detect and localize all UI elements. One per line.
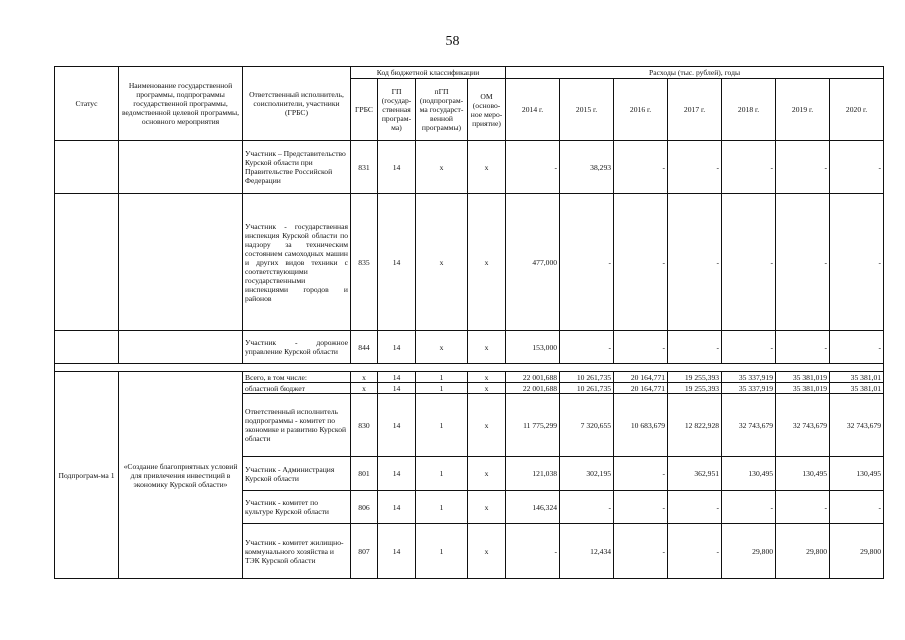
gp-cell: 14 <box>378 491 416 524</box>
header-year: 2016 г. <box>614 79 668 141</box>
value-cell: - <box>830 141 884 194</box>
value-cell: 130,495 <box>722 457 776 491</box>
pgp-cell: 1 <box>416 394 468 457</box>
value-cell: 35 337,919 <box>722 372 776 383</box>
value-cell: - <box>560 331 614 364</box>
value-cell: 7 320,655 <box>560 394 614 457</box>
grbs-cell: 835 <box>351 194 378 331</box>
value-cell: - <box>506 141 560 194</box>
pgp-cell: 1 <box>416 524 468 579</box>
value-cell: 11 775,299 <box>506 394 560 457</box>
responsible-cell: Участник – Представительство Курской области при Правительстве Российской Федерации <box>243 141 351 194</box>
grbs-cell: 807 <box>351 524 378 579</box>
value-cell: - <box>722 141 776 194</box>
value-cell: 20 164,771 <box>614 372 668 383</box>
value-cell: 32 743,679 <box>830 394 884 457</box>
value-cell: 10 261,735 <box>560 372 614 383</box>
value-cell: - <box>506 524 560 579</box>
value-cell: 12 822,928 <box>668 394 722 457</box>
grbs-cell: х <box>351 383 378 394</box>
om-cell: х <box>468 372 506 383</box>
value-cell: 35 337,919 <box>722 383 776 394</box>
header-year: 2017 г. <box>668 79 722 141</box>
value-cell: - <box>776 194 830 331</box>
table-row <box>55 194 884 331</box>
pgp-cell: х <box>416 194 468 331</box>
value-cell: - <box>722 491 776 524</box>
table-row <box>55 372 884 383</box>
header-expenses-group: Расходы (тыс. рублей), годы <box>506 67 884 79</box>
value-cell: 29,800 <box>776 524 830 579</box>
value-cell: - <box>614 194 668 331</box>
name-cell-empty <box>119 141 243 194</box>
value-cell: 477,000 <box>506 194 560 331</box>
grbs-cell: 844 <box>351 331 378 364</box>
gp-cell: 14 <box>378 457 416 491</box>
value-cell: 35 381,01 <box>830 383 884 394</box>
page-number: 58 <box>445 34 460 49</box>
om-cell: х <box>468 331 506 364</box>
value-cell: - <box>830 491 884 524</box>
header-year: 2015 г. <box>560 79 614 141</box>
pgp-cell: х <box>416 141 468 194</box>
table-row <box>55 331 884 364</box>
header-pgp: пГП (подпрограм-ма государст-венной программы) <box>416 79 468 141</box>
om-cell: х <box>468 457 506 491</box>
value-cell: - <box>830 194 884 331</box>
gp-cell: 14 <box>378 331 416 364</box>
value-cell: 362,951 <box>668 457 722 491</box>
value-cell: 38,293 <box>560 141 614 194</box>
responsible-cell: Всего, в том числе: <box>243 372 351 383</box>
grbs-cell: 806 <box>351 491 378 524</box>
responsible-cell: Участник - Администрация Курской области <box>243 457 351 491</box>
spacer-row <box>55 364 884 372</box>
om-cell: х <box>468 491 506 524</box>
value-cell: 19 255,393 <box>668 383 722 394</box>
value-cell: 32 743,679 <box>722 394 776 457</box>
value-cell: 20 164,771 <box>614 383 668 394</box>
pgp-cell: 1 <box>416 372 468 383</box>
responsible-cell: Ответственный исполнитель подпрограммы - комитет по экономике и развитию Курской области <box>243 394 351 457</box>
header-budget-code-group: Код бюджетной классификации <box>351 67 506 79</box>
gp-cell: 14 <box>378 372 416 383</box>
grbs-cell: 831 <box>351 141 378 194</box>
gp-cell: 14 <box>378 394 416 457</box>
value-cell: 35 381,01 <box>830 372 884 383</box>
value-cell: - <box>668 331 722 364</box>
subprogram-status: Подпрограм-ма 1 <box>55 372 119 579</box>
value-cell: 35 381,019 <box>776 372 830 383</box>
header-responsible: Ответственный исполнитель, соисполнители, участники (ГРБС) <box>243 67 351 141</box>
pgp-cell: 1 <box>416 457 468 491</box>
responsible-cell: Участник - дорожное управление Курской области <box>243 331 351 364</box>
om-cell: х <box>468 141 506 194</box>
value-cell: - <box>722 331 776 364</box>
status-cell-empty <box>55 194 119 331</box>
table-row <box>55 141 884 194</box>
responsible-cell: областной бюджет <box>243 383 351 394</box>
value-cell: 130,495 <box>830 457 884 491</box>
name-cell-empty <box>119 331 243 364</box>
status-cell-empty <box>55 141 119 194</box>
value-cell: 35 381,019 <box>776 383 830 394</box>
value-cell: 12,434 <box>560 524 614 579</box>
value-cell: 302,195 <box>560 457 614 491</box>
grbs-cell: 801 <box>351 457 378 491</box>
value-cell: - <box>614 457 668 491</box>
name-cell-empty <box>119 194 243 331</box>
om-cell: х <box>468 194 506 331</box>
status-cell-empty <box>55 331 119 364</box>
value-cell: - <box>668 141 722 194</box>
value-cell: 153,000 <box>506 331 560 364</box>
value-cell: - <box>668 194 722 331</box>
value-cell: - <box>830 331 884 364</box>
value-cell: - <box>668 491 722 524</box>
header-status: Статус <box>55 67 119 141</box>
header-year: 2020 г. <box>830 79 884 141</box>
pgp-cell: 1 <box>416 491 468 524</box>
value-cell: - <box>614 524 668 579</box>
value-cell: 130,495 <box>776 457 830 491</box>
header-year: 2018 г. <box>722 79 776 141</box>
header-year: 2019 г. <box>776 79 830 141</box>
header-om: ОМ (осново-ное меро-приятие) <box>468 79 506 141</box>
responsible-cell: Участник - государственная инспекция Курской области по надзору за техническим состоянием самоходных машин и других видов техники с соответствующими государственными инспекциями городов и районов <box>243 194 351 331</box>
value-cell: 29,800 <box>722 524 776 579</box>
value-cell: 19 255,393 <box>668 372 722 383</box>
value-cell: - <box>560 194 614 331</box>
pgp-cell: 1 <box>416 383 468 394</box>
value-cell: 22 001,688 <box>506 383 560 394</box>
value-cell: 146,324 <box>506 491 560 524</box>
responsible-cell: Участник - комитет жилищно-коммунального хозяйства и ТЭК Курской области <box>243 524 351 579</box>
value-cell: - <box>722 194 776 331</box>
value-cell: 10 261,735 <box>560 383 614 394</box>
gp-cell: 14 <box>378 524 416 579</box>
value-cell: 29,800 <box>830 524 884 579</box>
responsible-cell: Участник - комитет по культуре Курской области <box>243 491 351 524</box>
value-cell: - <box>560 491 614 524</box>
value-cell: 22 001,688 <box>506 372 560 383</box>
header-grbs: ГРБС <box>351 79 378 141</box>
grbs-cell: 830 <box>351 394 378 457</box>
value-cell: - <box>614 331 668 364</box>
om-cell: х <box>468 383 506 394</box>
value-cell: 32 743,679 <box>776 394 830 457</box>
pgp-cell: х <box>416 331 468 364</box>
header-gp: ГП (государ-ственная програм-ма) <box>378 79 416 141</box>
value-cell: - <box>614 141 668 194</box>
value-cell: - <box>776 331 830 364</box>
value-cell: 121,038 <box>506 457 560 491</box>
value-cell: - <box>776 141 830 194</box>
om-cell: х <box>468 394 506 457</box>
header-name: Наименование государственной программы, подпрограммы государственной программы, ведомственной целевой программы, основного мероприятия <box>119 67 243 141</box>
grbs-cell: х <box>351 372 378 383</box>
subprogram-name: «Создание благоприятных условий для привлечения инвестиций в экономику Курской области» <box>119 372 243 579</box>
om-cell: х <box>468 524 506 579</box>
value-cell: 10 683,679 <box>614 394 668 457</box>
value-cell: - <box>776 491 830 524</box>
value-cell: - <box>668 524 722 579</box>
gp-cell: 14 <box>378 383 416 394</box>
value-cell: - <box>614 491 668 524</box>
header-year: 2014 г. <box>506 79 560 141</box>
budget-table <box>54 66 884 579</box>
gp-cell: 14 <box>378 141 416 194</box>
gp-cell: 14 <box>378 194 416 331</box>
